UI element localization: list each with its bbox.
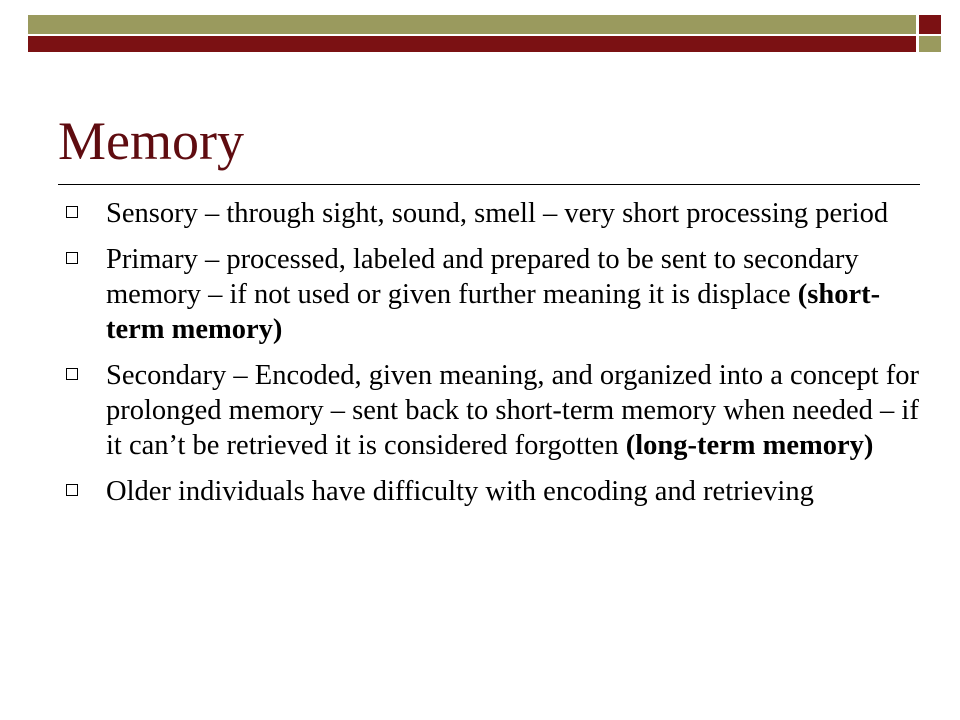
bullet-older-individuals [66,474,926,509]
maroon-stripe [28,36,916,52]
bullet-text: Older individuals have difficulty with encoding and retrieving [106,476,814,507]
hollow-square-bullet-icon [66,252,78,264]
bullet-text: Primary – processed, labeled and prepared to be sent to secondary memory – if not used or given further meaning it is displace [106,244,859,310]
bullet-primary [66,242,926,347]
bullet-text: Sensory – through sight, sound, smell – very short processing period [106,198,889,229]
maroon-corner-square [919,15,941,34]
bullet-text: Secondary – Encoded, given meaning, and organized into a concept for prolonged memory – sent back to short-term memory when needed – if it can’t be retrieved it is considered forgotten [106,360,920,461]
header-decoration [0,0,960,66]
bullet-secondary [66,358,926,463]
bullet-list [66,196,926,520]
hollow-square-bullet-icon [66,484,78,496]
hollow-square-bullet-icon [66,206,78,218]
slide-title: Memory [58,111,244,171]
bullet-sensory [66,196,926,231]
hollow-square-bullet-icon [66,368,78,380]
bullet-emphasis: (short-term memory) [106,279,881,345]
olive-stripe [28,15,916,34]
bullet-emphasis: (long-term memory) [625,430,874,461]
olive-corner-square [919,36,941,52]
title-divider [58,184,920,185]
